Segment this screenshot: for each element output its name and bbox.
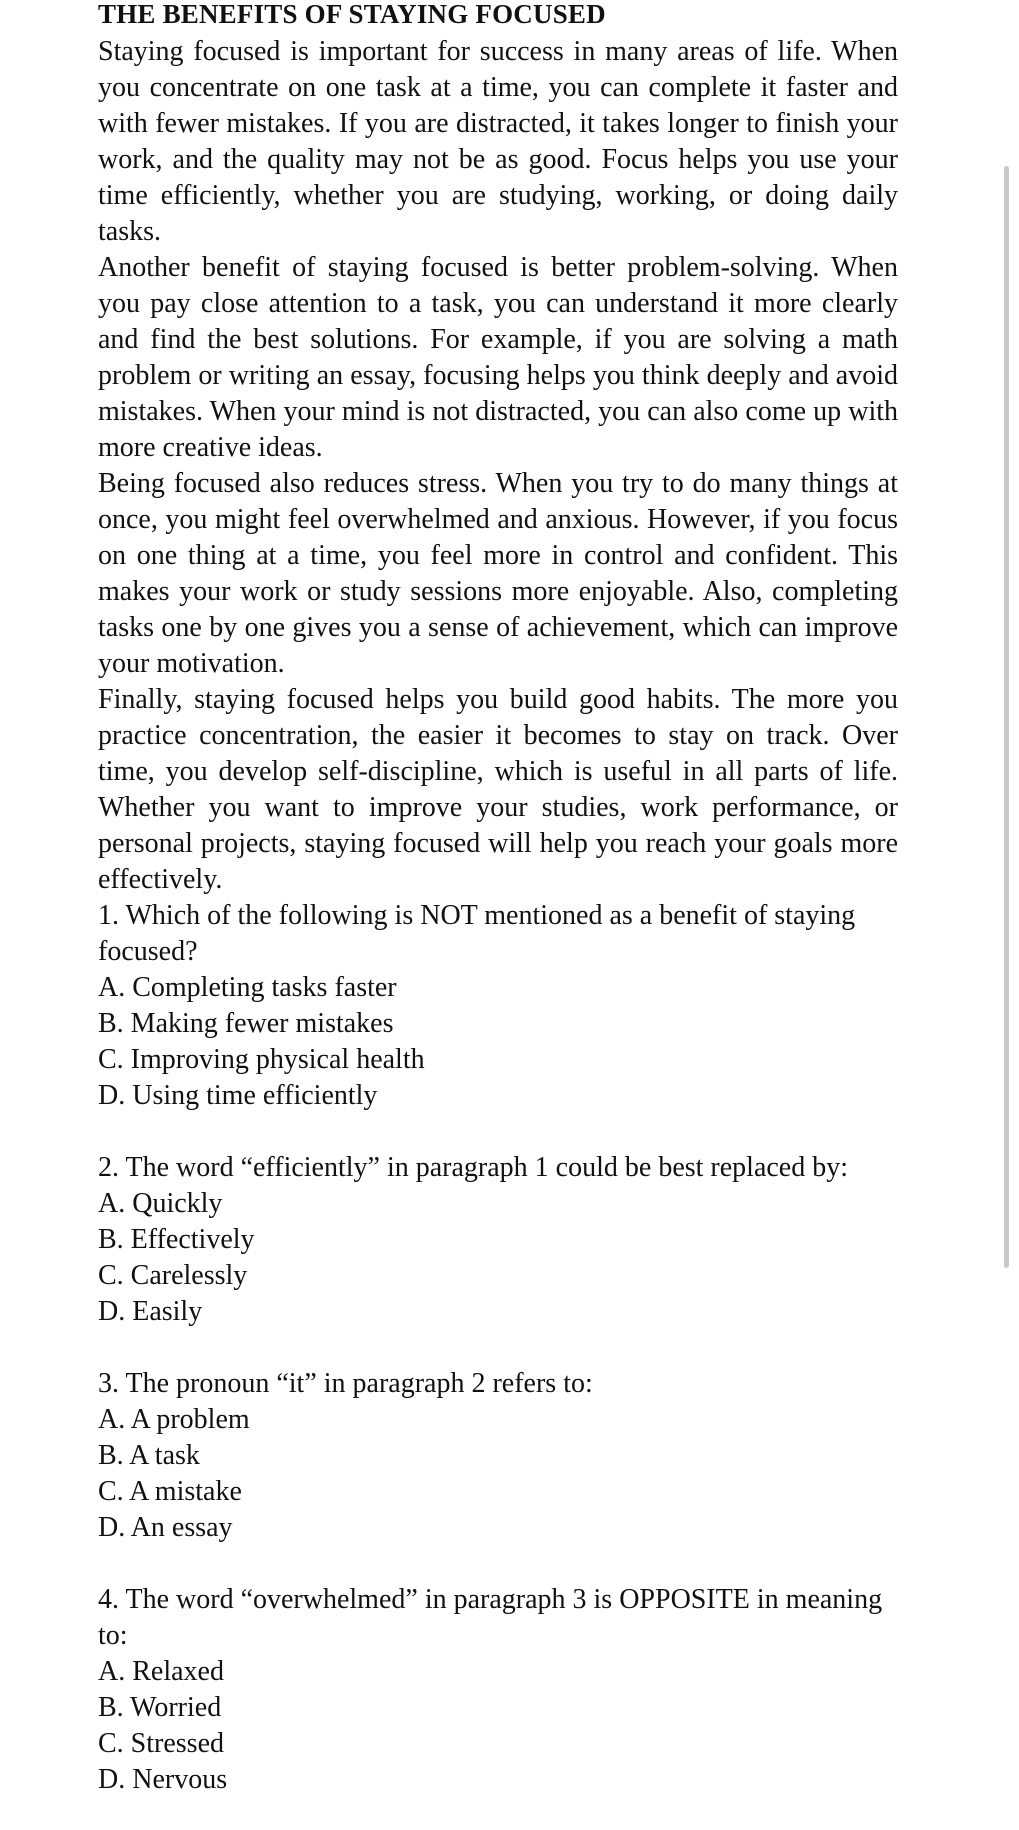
document-title: THE BENEFITS OF STAYING FOCUSED [98, 0, 606, 29]
answer-option: B. A task [98, 1440, 200, 1471]
spacer [98, 1330, 898, 1366]
answer-option: B. Worried [98, 1692, 222, 1723]
spacer [98, 1114, 898, 1150]
answer-option: B. Effectively [98, 1224, 255, 1255]
paragraph-2: Another benefit of staying focused is better problem-solving. When you pay close attention to a task, you can understand it more clearly and find the best solutions. For example, if you are solving a math problem or writing an essay, focusing helps you think deeply and avoid mistakes. When your mind is not distracted, you can also come up with more creative ideas. [98, 252, 898, 463]
question-3 [98, 1366, 898, 1546]
question-prompt: 4. The word “overwhelmed” in paragraph 3 is OPPOSITE in meaning to: [98, 1584, 883, 1651]
paragraph-3: Being focused also reduces stress. When you try to do many things at once, you might feel overwhelmed and anxious. However, if you focus on one thing at a time, you feel more in control and confident. This makes your work or study sessions more enjoyable. Also, completing tasks one by one gives you a sense of achievement, which can improve your motivation. [98, 468, 898, 679]
answer-option: C. A mistake [98, 1476, 242, 1507]
question-prompt: 1. Which of the following is NOT mentioned as a benefit of staying focused? [98, 900, 856, 967]
answer-option: D. Using time efficiently [98, 1080, 378, 1111]
vertical-scrollbar[interactable] [1004, 166, 1009, 1268]
answer-option: A. A problem [98, 1404, 250, 1435]
paragraph-4: Finally, staying focused helps you build good habits. The more you practice concentration, the easier it becomes to stay on track. Over time, you develop self-discipline, which is useful in all parts of life. Whether you want to improve your studies, work performance, or personal projects, staying focused will help you reach your goals more effectively. [98, 684, 898, 895]
answer-option: C. Stressed [98, 1728, 224, 1759]
answer-option: A. Completing tasks faster [98, 972, 397, 1003]
answer-option: C. Improving physical health [98, 1044, 425, 1075]
answer-option: A. Quickly [98, 1188, 223, 1219]
answer-option: D. Nervous [98, 1764, 228, 1795]
document-page [98, 0, 898, 1798]
answer-option: D. Easily [98, 1296, 203, 1327]
answer-option: B. Making fewer mistakes [98, 1008, 394, 1039]
paragraph-1: Staying focused is important for success in many areas of life. When you concentrate on one task at a time, you can complete it faster and with fewer mistakes. If you are distracted, it takes longer to finish your work, and the quality may not be as good. Focus helps you use your time efficiently, whether you are studying, working, or doing daily tasks. [98, 36, 898, 247]
question-1 [98, 898, 898, 1114]
question-2 [98, 1150, 898, 1330]
answer-option: D. An essay [98, 1512, 233, 1543]
spacer [98, 1546, 898, 1582]
question-4 [98, 1582, 898, 1798]
question-prompt: 3. The pronoun “it” in paragraph 2 refers to: [98, 1368, 593, 1399]
question-prompt: 2. The word “efficiently” in paragraph 1 could be best replaced by: [98, 1152, 849, 1183]
answer-option: A. Relaxed [98, 1656, 224, 1687]
answer-option: C. Carelessly [98, 1260, 248, 1291]
